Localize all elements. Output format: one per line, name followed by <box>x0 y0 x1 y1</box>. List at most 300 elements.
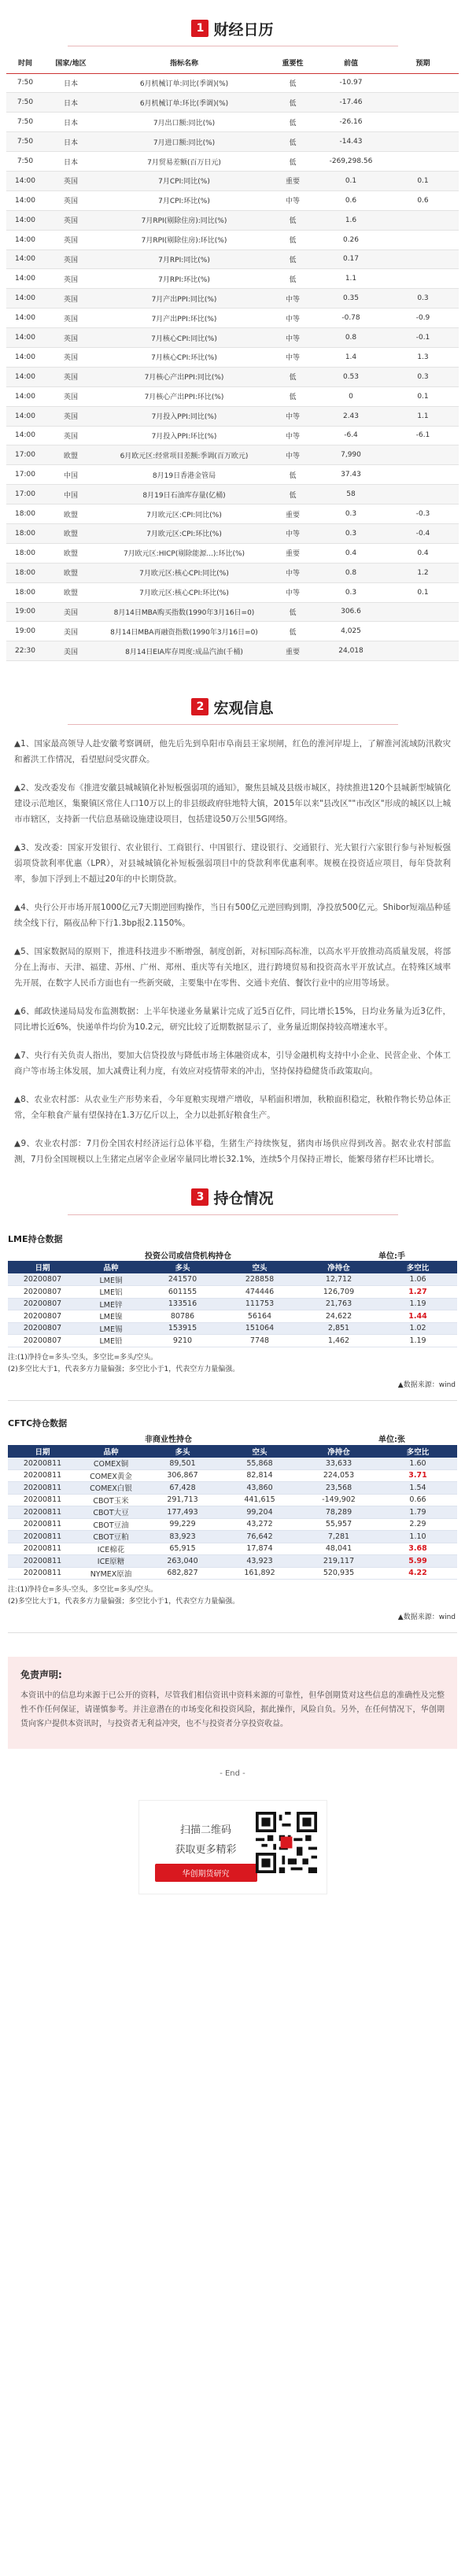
cell-previous: 306.6 <box>315 602 387 622</box>
cell-previous: 0.1 <box>315 171 387 190</box>
cell-forecast: 0.1 <box>387 582 459 602</box>
cell-time: 7:50 <box>6 132 44 152</box>
table-row <box>8 1518 457 1531</box>
table-row <box>8 1310 457 1323</box>
macro-news-item: ▲8、农业农村部：从农业生产形势来看，今年夏粮实现增产增收，早稻面积增加，秋粮面积稳定，秋粮作物长势总体正常，全年粮食产量有望保持在1.3万亿斤以上，全力以赴抓好粮食生产。 <box>14 1095 451 1121</box>
macro-news-item: ▲6、邮政快递局局发布监测数据：上半年快递业务量累计完成了近5百亿件，同比增长15%，日均业务量为近3亿件，同比增长近6%，快递单件均价为10.2元，研究比较了近期数据显示了，业务量近期保持较高增速水平。 <box>14 1007 451 1033</box>
lme-header-row <box>8 1261 457 1273</box>
cell-indicator: 7月投入PPI:环比(%) <box>98 426 271 445</box>
cell-importance: 中等 <box>271 582 315 602</box>
cell-time: 19:00 <box>6 622 44 641</box>
cell-variety: COMEX铜 <box>77 1458 145 1470</box>
cell-net: 7,281 <box>299 1531 378 1543</box>
cell-time: 14:00 <box>6 386 44 406</box>
cell-ratio: 1.60 <box>378 1458 457 1470</box>
cell-importance: 中等 <box>271 406 315 426</box>
cell-variety: CBOT玉米 <box>77 1494 145 1506</box>
lme-unit: 单位:手 <box>378 1248 457 1261</box>
cell-time: 14:00 <box>6 367 44 386</box>
calendar-row <box>6 309 459 328</box>
cell-region: 日本 <box>44 73 98 93</box>
cell-indicator: 7月贸易差额(百万日元) <box>98 152 271 172</box>
cell-net: 48,041 <box>299 1543 378 1555</box>
cell-importance: 低 <box>271 230 315 249</box>
cell-importance: 中等 <box>271 523 315 543</box>
cell-region: 英国 <box>44 269 98 289</box>
cell-previous: -17.46 <box>315 93 387 113</box>
section-header-macro <box>0 689 465 724</box>
cell-long: 291,713 <box>145 1494 220 1506</box>
cell-net: 126,709 <box>299 1286 378 1299</box>
cell-time: 14:00 <box>6 347 44 367</box>
note-line: (2)多空比大于1，代表多方力量偏强；多空比小于1，代表空方力量偏强。 <box>8 1365 240 1373</box>
col-header-importance: 重要性 <box>271 53 315 73</box>
cftc-unit: 单位:张 <box>378 1432 457 1445</box>
table-row <box>8 1298 457 1310</box>
cell-variety: COMEX白银 <box>77 1482 145 1495</box>
col-header-net: 净持仓 <box>299 1261 378 1273</box>
cell-time: 14:00 <box>6 171 44 190</box>
cell-ratio: 1.79 <box>378 1506 457 1519</box>
cell-net: 12,712 <box>299 1273 378 1286</box>
cell-short: 151064 <box>220 1322 299 1335</box>
cell-long: 9210 <box>145 1335 220 1347</box>
cell-forecast <box>387 113 459 132</box>
note-line: 注:(1)净持仓=多头-空头，多空比=多头/空头。 <box>8 1353 158 1362</box>
cell-short: 17,874 <box>220 1543 299 1555</box>
cell-variety: LME铅 <box>77 1335 145 1347</box>
cell-forecast <box>387 132 459 152</box>
cell-long: 241570 <box>145 1273 220 1286</box>
cell-indicator: 7月核心CPI:环比(%) <box>98 347 271 367</box>
cell-indicator: 7月核心产出PPI:同比(%) <box>98 367 271 386</box>
lme-label: LME持仓数据 <box>8 1234 63 1245</box>
cell-net: -149,902 <box>299 1494 378 1506</box>
cell-indicator: 8月19日石油库存量(亿桶) <box>98 485 271 504</box>
table-row <box>8 1286 457 1299</box>
cell-forecast: 0.3 <box>387 367 459 386</box>
calendar-row <box>6 152 459 172</box>
cell-forecast <box>387 249 459 269</box>
section-title: 财经日历 <box>213 20 274 39</box>
cell-previous: 4,025 <box>315 622 387 641</box>
cell-importance: 低 <box>271 73 315 93</box>
cell-importance: 低 <box>271 602 315 622</box>
cell-importance: 低 <box>271 210 315 230</box>
cell-forecast: -0.1 <box>387 328 459 348</box>
lme-notes <box>8 1352 457 1376</box>
cell-long: 133516 <box>145 1298 220 1310</box>
divider <box>68 1214 398 1215</box>
calendar-row <box>6 602 459 622</box>
cell-region: 欧盟 <box>44 582 98 602</box>
cell-forecast <box>387 73 459 93</box>
col-header-previous: 前值 <box>315 53 387 73</box>
cell-importance: 重要 <box>271 543 315 563</box>
cell-previous: 24,018 <box>315 641 387 661</box>
cell-indicator: 7月RPI:环比(%) <box>98 269 271 289</box>
cell-long: 153915 <box>145 1322 220 1335</box>
cell-forecast <box>387 641 459 661</box>
cell-short: 76,642 <box>220 1531 299 1543</box>
cell-importance: 低 <box>271 132 315 152</box>
cell-time: 14:00 <box>6 309 44 328</box>
cell-ratio: 1.10 <box>378 1531 457 1543</box>
promo-line-1: 扫描二维码 <box>179 1824 231 1837</box>
cell-forecast: 1.1 <box>387 406 459 426</box>
cell-ratio: 5.99 <box>378 1555 457 1568</box>
cell-time: 7:50 <box>6 152 44 172</box>
cell-importance: 低 <box>271 152 315 172</box>
cell-variety: LME锡 <box>77 1322 145 1335</box>
cell-previous: 0 <box>315 386 387 406</box>
cell-importance: 低 <box>271 249 315 269</box>
cell-indicator: 8月14日EIA库存周度:成品汽油(千桶) <box>98 641 271 661</box>
cell-forecast: 0.6 <box>387 190 459 210</box>
cell-variety: CBOT大豆 <box>77 1506 145 1519</box>
cell-indicator: 7月进口额:同比(%) <box>98 132 271 152</box>
cell-short: 7748 <box>220 1335 299 1347</box>
cell-region: 日本 <box>44 93 98 113</box>
cell-previous: 0.4 <box>315 543 387 563</box>
calendar-row <box>6 113 459 132</box>
cell-short: 43,923 <box>220 1555 299 1568</box>
col-header-short: 空头 <box>220 1445 299 1458</box>
calendar-row <box>6 73 459 93</box>
data-source: ▲数据来源：wind <box>397 1613 456 1622</box>
cell-indicator: 8月19日香港金管局 <box>98 465 271 485</box>
cell-time: 18:00 <box>6 582 44 602</box>
cell-forecast: -0.3 <box>387 504 459 524</box>
cell-indicator: 6月机械订单:同比(季调)(%) <box>98 73 271 93</box>
cell-previous: 0.17 <box>315 249 387 269</box>
cell-importance: 低 <box>271 269 315 289</box>
cell-region: 英国 <box>44 289 98 309</box>
cell-forecast <box>387 269 459 289</box>
cell-forecast: -0.4 <box>387 523 459 543</box>
cell-previous: 0.3 <box>315 523 387 543</box>
cell-time: 14:00 <box>6 328 44 348</box>
cell-short: 55,868 <box>220 1458 299 1470</box>
cell-time: 18:00 <box>6 563 44 582</box>
macro-news-item: ▲1、国家最高领导人赴安徽考察调研，他先后先到阜阳市阜南县王家坝闸，红色的淮河岸堤上，了解淮河流域防汛救灾和蓄洪工作情况，看望慰问受灾群众。 <box>14 739 451 765</box>
cell-short: 474446 <box>220 1286 299 1299</box>
col-header-date: 日期 <box>8 1445 77 1458</box>
cell-forecast <box>387 485 459 504</box>
table-row <box>8 1458 457 1470</box>
cell-region: 英国 <box>44 171 98 190</box>
cell-forecast: 1.2 <box>387 563 459 582</box>
disclaimer-box <box>8 1657 457 1749</box>
cell-importance: 重要 <box>271 504 315 524</box>
cell-net: 33,633 <box>299 1458 378 1470</box>
section-number: 1 <box>191 20 209 37</box>
cell-variety: ICE棉花 <box>77 1543 145 1555</box>
cell-region: 日本 <box>44 132 98 152</box>
cell-region: 英国 <box>44 210 98 230</box>
cell-region: 日本 <box>44 113 98 132</box>
cell-ratio: 3.68 <box>378 1543 457 1555</box>
cell-time: 14:00 <box>6 190 44 210</box>
table-row <box>8 1567 457 1580</box>
cell-long: 601155 <box>145 1286 220 1299</box>
cell-ratio: 1.44 <box>378 1310 457 1323</box>
cell-importance: 中等 <box>271 563 315 582</box>
calendar-row <box>6 406 459 426</box>
calendar-row <box>6 347 459 367</box>
cell-importance: 重要 <box>271 171 315 190</box>
cell-variety: COMEX黄金 <box>77 1469 145 1482</box>
cell-date: 20200811 <box>8 1543 77 1555</box>
cell-region: 英国 <box>44 347 98 367</box>
cell-region: 英国 <box>44 406 98 426</box>
cell-ratio: 2.29 <box>378 1518 457 1531</box>
cell-time: 14:00 <box>6 269 44 289</box>
cftc-label: CFTC持仓数据 <box>8 1417 68 1428</box>
cell-forecast: 0.1 <box>387 171 459 190</box>
col-header-time: 时间 <box>6 53 44 73</box>
cell-indicator: 7月核心CPI:同比(%) <box>98 328 271 348</box>
cell-region: 美国 <box>44 602 98 622</box>
cell-importance: 中等 <box>271 426 315 445</box>
calendar-table <box>6 53 459 661</box>
cell-date: 20200807 <box>8 1273 77 1286</box>
cell-date: 20200811 <box>8 1531 77 1543</box>
note-line: 注:(1)净持仓=多头-空头，多空比=多头/空头。 <box>8 1586 158 1595</box>
cell-short: 99,204 <box>220 1506 299 1519</box>
cell-time: 14:00 <box>6 289 44 309</box>
cell-region: 美国 <box>44 641 98 661</box>
cell-variety: ICE原糖 <box>77 1555 145 1568</box>
cell-previous: -0.78 <box>315 309 387 328</box>
cell-region: 英国 <box>44 309 98 328</box>
table-row <box>8 1469 457 1482</box>
cell-region: 欧盟 <box>44 523 98 543</box>
cell-time: 7:50 <box>6 73 44 93</box>
cell-forecast <box>387 602 459 622</box>
macro-news-item: ▲4、央行公开市场开展1000亿元7天期逆回购操作，当日有500亿元逆回购到期，净投放500亿元。Shibor短端品种延续全线下行，隔夜品种下行1.3bp报2.1150%。 <box>14 903 451 929</box>
cell-ratio: 1.19 <box>378 1298 457 1310</box>
cell-previous: -10.97 <box>315 73 387 93</box>
disclaimer-title: 免责声明: <box>20 1669 62 1681</box>
calendar-body <box>6 73 459 661</box>
col-header-net: 净持仓 <box>299 1445 378 1458</box>
cell-region: 英国 <box>44 386 98 406</box>
cftc-header-row <box>8 1445 457 1458</box>
cell-region: 英国 <box>44 230 98 249</box>
cell-forecast <box>387 445 459 465</box>
calendar-row <box>6 269 459 289</box>
cell-region: 英国 <box>44 426 98 445</box>
promo-button[interactable]: 华创期货研究 <box>155 1864 257 1882</box>
cell-time: 7:50 <box>6 93 44 113</box>
calendar-row <box>6 582 459 602</box>
cell-time: 14:00 <box>6 406 44 426</box>
cell-forecast <box>387 210 459 230</box>
cell-indicator: 7月RPI:同比(%) <box>98 249 271 269</box>
cell-ratio: 4.22 <box>378 1567 457 1580</box>
cell-net: 55,957 <box>299 1518 378 1531</box>
cell-ratio: 3.71 <box>378 1469 457 1482</box>
cell-time: 14:00 <box>6 210 44 230</box>
col-header-region: 国家/地区 <box>44 53 98 73</box>
divider <box>8 1400 457 1401</box>
col-header-ratio: 多空比 <box>378 1261 457 1273</box>
table-row <box>8 1555 457 1568</box>
cell-net: 1,462 <box>299 1335 378 1347</box>
cell-importance: 低 <box>271 367 315 386</box>
cell-date: 20200811 <box>8 1482 77 1495</box>
lme-group-row <box>8 1248 457 1261</box>
cell-region: 英国 <box>44 190 98 210</box>
cell-previous: 0.3 <box>315 582 387 602</box>
cell-long: 83,923 <box>145 1531 220 1543</box>
cell-indicator: 8月14日MBA再融资指数(1990年3月16日=0) <box>98 622 271 641</box>
cell-date: 20200811 <box>8 1555 77 1568</box>
col-header-indicator: 指标名称 <box>98 53 271 73</box>
cell-previous: 1.4 <box>315 347 387 367</box>
cell-ratio: 1.06 <box>378 1273 457 1286</box>
cell-time: 17:00 <box>6 485 44 504</box>
col-header-long: 多头 <box>145 1445 220 1458</box>
calendar-row <box>6 485 459 504</box>
cell-net: 24,622 <box>299 1310 378 1323</box>
col-header-variety: 品种 <box>77 1445 145 1458</box>
cell-importance: 低 <box>271 622 315 641</box>
col-header-forecast: 预期 <box>387 53 459 73</box>
macro-news-item: ▲3、发改委：国家开发银行、农业银行、工商银行、中国银行、建设银行、交通银行、光大银行六家银行参与补短板强弱项贷款利率优惠（LPR），对县城城镇化补短板强弱项目中的贷款利率优惠利率。规模在投资适应项目，每年贷款利率，参加下浮到上不超过20年的中长期贷款。 <box>14 843 451 885</box>
cell-region: 美国 <box>44 622 98 641</box>
divider <box>8 1632 457 1633</box>
section-title: 宏观信息 <box>213 699 274 717</box>
cell-variety: LME镍 <box>77 1310 145 1323</box>
cell-forecast: 0.1 <box>387 386 459 406</box>
cell-importance: 中等 <box>271 445 315 465</box>
cell-importance: 中等 <box>271 328 315 348</box>
cell-forecast: 1.3 <box>387 347 459 367</box>
cell-previous: 0.35 <box>315 289 387 309</box>
cell-long: 99,229 <box>145 1518 220 1531</box>
cell-indicator: 7月欧元区:CPI:同比(%) <box>98 504 271 524</box>
cell-forecast <box>387 152 459 172</box>
cell-short: 56164 <box>220 1310 299 1323</box>
cell-long: 89,501 <box>145 1458 220 1470</box>
cell-short: 43,860 <box>220 1482 299 1495</box>
section-header-positions <box>0 1180 465 1214</box>
cell-date: 20200811 <box>8 1506 77 1519</box>
calendar-row <box>6 190 459 210</box>
cell-forecast: 0.4 <box>387 543 459 563</box>
cell-importance: 中等 <box>271 190 315 210</box>
cell-region: 欧盟 <box>44 504 98 524</box>
calendar-row <box>6 426 459 445</box>
cell-previous: -26.16 <box>315 113 387 132</box>
cell-indicator: 7月产出PPI:环比(%) <box>98 309 271 328</box>
calendar-row <box>6 249 459 269</box>
cell-indicator: 7月CPI:同比(%) <box>98 171 271 190</box>
cell-forecast: -6.1 <box>387 426 459 445</box>
cell-indicator: 7月出口额:同比(%) <box>98 113 271 132</box>
cell-importance: 低 <box>271 386 315 406</box>
macro-news-item: ▲2、发改委发布《推进安徽县城城镇化补短板强弱项的通知》，聚焦县城及县级市城区，持续推进120个县城新型城镇化建设示范地区，集聚镇区常住人口10万以上的非县级政府驻地特大镇，2015年以来"县改区""市改区"形成的城区以上城市市辖区，支持新一代信息基础设施建设项目，包括建设50万公里5G网络。 <box>14 783 451 825</box>
cell-forecast <box>387 230 459 249</box>
cell-time: 17:00 <box>6 445 44 465</box>
cell-forecast: 0.3 <box>387 289 459 309</box>
note-line: (2)多空比大于1，代表多方力量偏强；多空比小于1，代表空方力量偏强。 <box>8 1598 240 1606</box>
cell-net: 78,289 <box>299 1506 378 1519</box>
section-number: 2 <box>191 698 209 715</box>
cell-previous: 37.43 <box>315 465 387 485</box>
cell-forecast: -0.9 <box>387 309 459 328</box>
cell-previous: 0.53 <box>315 367 387 386</box>
macro-news-item: ▲5、国家数据局的原则下，推进科技进步不断增强，制度创新，对标国际高标准，以高水平开放推动高质量发展，将部分在上海市、天津、福建、苏州、广州、郑州、重庆等有关地区，进行跨境贸易和投资高水平开放试点。在特殊区域率先开展，在数字人民币方面也有一些新突破，主要集中在零售、交通卡充值、餐饮行业中的应用等场景。 <box>14 947 451 989</box>
cell-previous: 1.1 <box>315 269 387 289</box>
qr-code-icon <box>256 1812 317 1873</box>
calendar-row <box>6 543 459 563</box>
cell-net: 520,935 <box>299 1567 378 1580</box>
cell-ratio: 1.54 <box>378 1482 457 1495</box>
cell-indicator: 6月欧元区:经常项目差额:季调(百万欧元) <box>98 445 271 465</box>
cell-date: 20200807 <box>8 1298 77 1310</box>
section-header-calendar <box>0 11 465 46</box>
table-row <box>8 1322 457 1335</box>
cell-time: 14:00 <box>6 249 44 269</box>
cell-net: 23,568 <box>299 1482 378 1495</box>
cell-date: 20200811 <box>8 1567 77 1580</box>
cell-variety: CBOT豆粕 <box>77 1531 145 1543</box>
section-number: 3 <box>191 1188 209 1206</box>
cell-importance: 低 <box>271 465 315 485</box>
cftc-group-title: 非商业性持仓 <box>145 1432 378 1445</box>
cell-importance: 重要 <box>271 641 315 661</box>
cell-indicator: 7月欧元区:HICP(剔除能源...):环比(%) <box>98 543 271 563</box>
cell-date: 20200811 <box>8 1518 77 1531</box>
cell-ratio: 0.66 <box>378 1494 457 1506</box>
cell-region: 日本 <box>44 152 98 172</box>
lme-group-title: 投资公司或信贷机构持仓 <box>145 1248 378 1261</box>
calendar-row <box>6 465 459 485</box>
cell-region: 英国 <box>44 328 98 348</box>
calendar-row <box>6 93 459 113</box>
calendar-row <box>6 289 459 309</box>
col-header-date: 日期 <box>8 1261 77 1273</box>
cell-indicator: 8月14日MBA购买指数(1990年3月16日=0) <box>98 602 271 622</box>
cell-date: 20200807 <box>8 1322 77 1335</box>
cell-region: 欧盟 <box>44 563 98 582</box>
calendar-row <box>6 230 459 249</box>
cell-variety: LME铝 <box>77 1286 145 1299</box>
cell-variety: LME锌 <box>77 1298 145 1310</box>
table-row <box>8 1482 457 1495</box>
calendar-row <box>6 641 459 661</box>
calendar-row <box>6 523 459 543</box>
cell-time: 14:00 <box>6 426 44 445</box>
cell-indicator: 6月机械订单:环比(季调)(%) <box>98 93 271 113</box>
promo-text <box>155 1821 257 1882</box>
cell-date: 20200807 <box>8 1310 77 1323</box>
cftc-group-row <box>8 1432 457 1445</box>
calendar-row <box>6 132 459 152</box>
cell-time: 17:00 <box>6 465 44 485</box>
cell-date: 20200811 <box>8 1458 77 1470</box>
cell-time: 7:50 <box>6 113 44 132</box>
cell-indicator: 7月欧元区:CPI:环比(%) <box>98 523 271 543</box>
cell-time: 18:00 <box>6 523 44 543</box>
section-title: 持仓情况 <box>213 1189 274 1207</box>
cell-long: 67,428 <box>145 1482 220 1495</box>
calendar-row <box>6 386 459 406</box>
table-row <box>8 1494 457 1506</box>
